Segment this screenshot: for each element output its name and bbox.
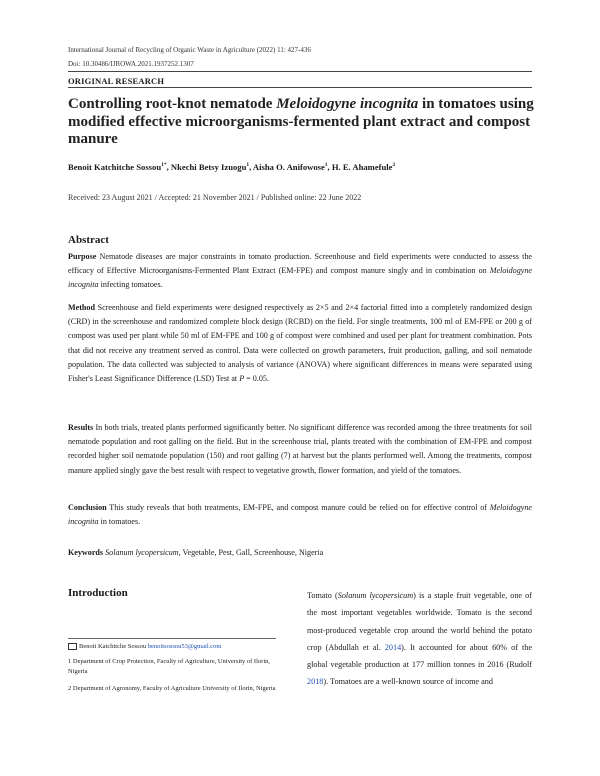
doi-line: Doi: 10.30486/IJROWA.2021.1937252.1307 xyxy=(68,60,194,68)
email-link[interactable]: benoitsossou53@gmail.com xyxy=(147,643,222,650)
abstract-heading: Abstract xyxy=(68,234,109,246)
citation-link[interactable]: 2014 xyxy=(384,642,402,652)
abstract-results: Results In both trials, treated plants performed significantly better. No significant difference was recorded among the three treatments for soil nematode population and root galling on the field. But in the screenhouse trial, plants treated with the combination of EM-FPE and compost recorded higher soil nematode population (150) and root galling (7) at harvest but the plants performed well. Among the treatments, compost manure applied singly gave the best result with respect to vegetative growth, flower formation, and yield of the tomatoes. xyxy=(68,423,532,475)
corresponding-author: Benoit Katchitche Sossou benoitsossou53@gmail.com xyxy=(68,642,276,652)
header-rule-bottom xyxy=(68,87,532,88)
abstract-method: Method Screenhouse and field experiments were designed respectively as 2×5 and 2×4 factorial fitted into a completely randomized design (CRD) in the screenhouse and randomized complete block design (RCBD) on the field. For single treatments, 100 ml of EM-FPE or 200 g of compost was used per plant while 50 ml of EM-FPE and 100 g of compost were combined and used per plant for treatment combination. Pots that did not receive any treatment served as control. Data were collected on growth parameters, fruit production, galling, and soil nematode population. The data collected was subjected to analysis of variance (ANOVA) where significant differences in means were separated using Fisher's Least Significance Difference (LSD) Test at P = 0.05. xyxy=(68,303,532,384)
header-rule-top xyxy=(68,71,532,72)
publication-dates: Received: 23 August 2021 / Accepted: 21 November 2021 / Published online: 22 June 2022 xyxy=(68,193,362,202)
section-label: ORIGINAL RESEARCH xyxy=(68,76,165,86)
footnote-affiliation-1: 1 Department of Crop Protection, Faculty of Agriculture, University of Ilorin, Nigeria xyxy=(68,658,270,675)
title-species: Meloidogyne incognita xyxy=(276,96,419,112)
journal-citation: International Journal of Recycling of Organic Waste in Agriculture (2022) 11: 427-436 xyxy=(68,46,311,54)
abstract-purpose: Purpose Nematode diseases are major constraints in tomato production. Screenhouse and field experiments were conducted to assess the efficacy of Effective Microorganisms-Fermented Plant Extract (EM-FPE) and compost manure singly and in combination on Meloidogyne incognita infecting tomatoes. xyxy=(68,252,532,290)
introduction-heading: Introduction xyxy=(68,587,128,599)
keywords: Keywords Solanum lycopersicum, Vegetable, Pest, Gall, Screenhouse, Nigeria xyxy=(68,548,324,557)
footnote-rule xyxy=(68,638,276,639)
abstract-conclusion: Conclusion This study reveals that both treatments, EM-FPE, and compost manure could be relied on for effective control of Meloidogyne incognita in tomatoes. xyxy=(68,503,532,527)
author-list: Benoit Katchitche Sossou$^{1*}$, Nkechi Betsy Izuogu$^1$, Aisha O. Anifowose$^1$, H. E. Ahamefule$^2$ xyxy=(68,162,396,172)
envelope-icon xyxy=(68,643,77,650)
paper-title: Controlling root-knot nematode Meloidogyne incognita in tomatoes using modified effective microorganisms-fermented plant extract and compost manure xyxy=(68,96,534,147)
introduction-body: Tomato (Solanum lycopersicum) is a staple fruit vegetable, one of the most important vegetables worldwide. Tomato is the second most-produced vegetable crop around the world behind the potato crop (Abdullah et al. 2014). It accounted for about 60% of the global vegetable production at 177 million tonnes in 2016 (Rudolf 2018). Tomatoes are a well-known source of income and xyxy=(307,591,532,687)
footnote-affiliation-2: 2 Department of Agronomy, Faculty of Agriculture University of Ilorin, Nigeria xyxy=(68,685,276,692)
citation-link[interactable]: 2018 xyxy=(307,677,324,687)
